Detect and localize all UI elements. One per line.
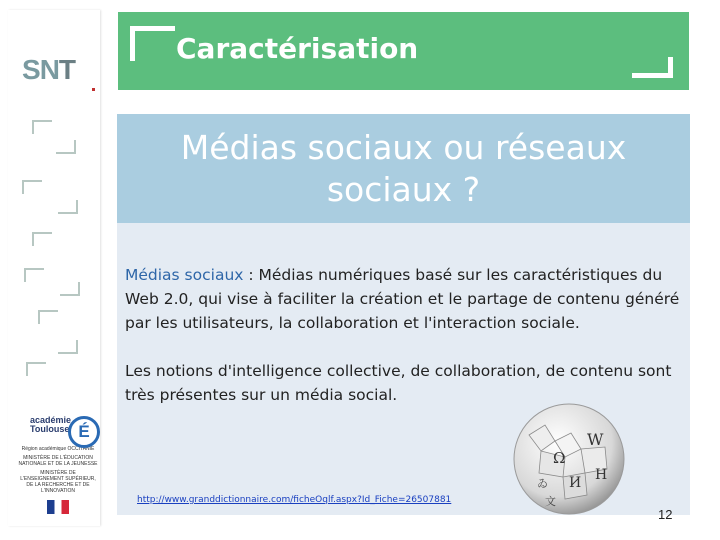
deco-bracket	[56, 140, 76, 154]
slide-title: Médias sociaux ou réseaux sociaux ?	[180, 128, 627, 209]
content-area	[117, 223, 690, 515]
globe-glyph: W	[587, 430, 604, 449]
snt-letter-n: N	[39, 54, 59, 85]
academy-line1: académie	[30, 415, 72, 425]
republic-flag-icon	[47, 500, 69, 514]
definition-term: Médias sociaux	[125, 266, 244, 284]
globe-glyph: 文	[545, 495, 556, 508]
globe-glyph: H	[595, 467, 608, 483]
globe-glyph: И	[569, 475, 582, 491]
globe-glyph: Ω	[553, 449, 566, 467]
academy-e-icon: É	[68, 416, 100, 448]
deco-bracket	[58, 340, 78, 354]
deco-bracket	[32, 232, 52, 246]
ministry-2: MINISTÈRE DE L'ENSEIGNEMENT SUPÉRIEUR, DE LA RECHERCHE ET DE L'INNOVATION	[20, 470, 96, 494]
deco-bracket	[38, 310, 58, 324]
deco-bracket	[32, 120, 52, 134]
definition-text: : Médias numériques basé sur les caractéristiques du Web 2.0, qui vise à faciliter la création et le partage de contenu généré par les utilisateurs, la collaboration et l'interaction sociale.	[125, 266, 680, 332]
header-corner	[632, 57, 673, 78]
deco-bracket	[22, 180, 42, 194]
snt-dot	[92, 88, 95, 91]
academy-logo	[18, 412, 98, 514]
notions-paragraph: Les notions d'intelligence collective, de collaboration, de contenu sont très présentes sur un média social.	[125, 362, 672, 404]
wikipedia-globe-icon	[505, 395, 630, 517]
header-title: Caractérisation	[176, 32, 419, 65]
ministry-1: MINISTÈRE DE L'ÉDUCATION NATIONALE ET DE LA JEUNESSE	[18, 455, 98, 467]
header-corner	[130, 26, 175, 61]
source-link[interactable]: http://www.granddictionnaire.com/ficheOqlf.aspx?Id_Fiche=26507881	[137, 495, 452, 505]
page-number: 12	[658, 507, 673, 522]
snt-letter-t: T	[58, 54, 76, 85]
deco-bracket	[26, 362, 46, 376]
header	[118, 12, 689, 90]
snt-letter-s: S	[22, 54, 40, 85]
academy-tagline: Région académique OCCITANIE	[21, 446, 95, 452]
snt-logo	[22, 54, 75, 86]
definition-paragraph	[125, 263, 685, 335]
deco-bracket	[60, 282, 80, 296]
academy-line2: Toulouse	[30, 424, 70, 434]
globe-glyph: ゐ	[537, 477, 548, 490]
deco-bracket	[24, 268, 44, 282]
deco-bracket	[58, 200, 78, 214]
title-band	[117, 114, 690, 223]
